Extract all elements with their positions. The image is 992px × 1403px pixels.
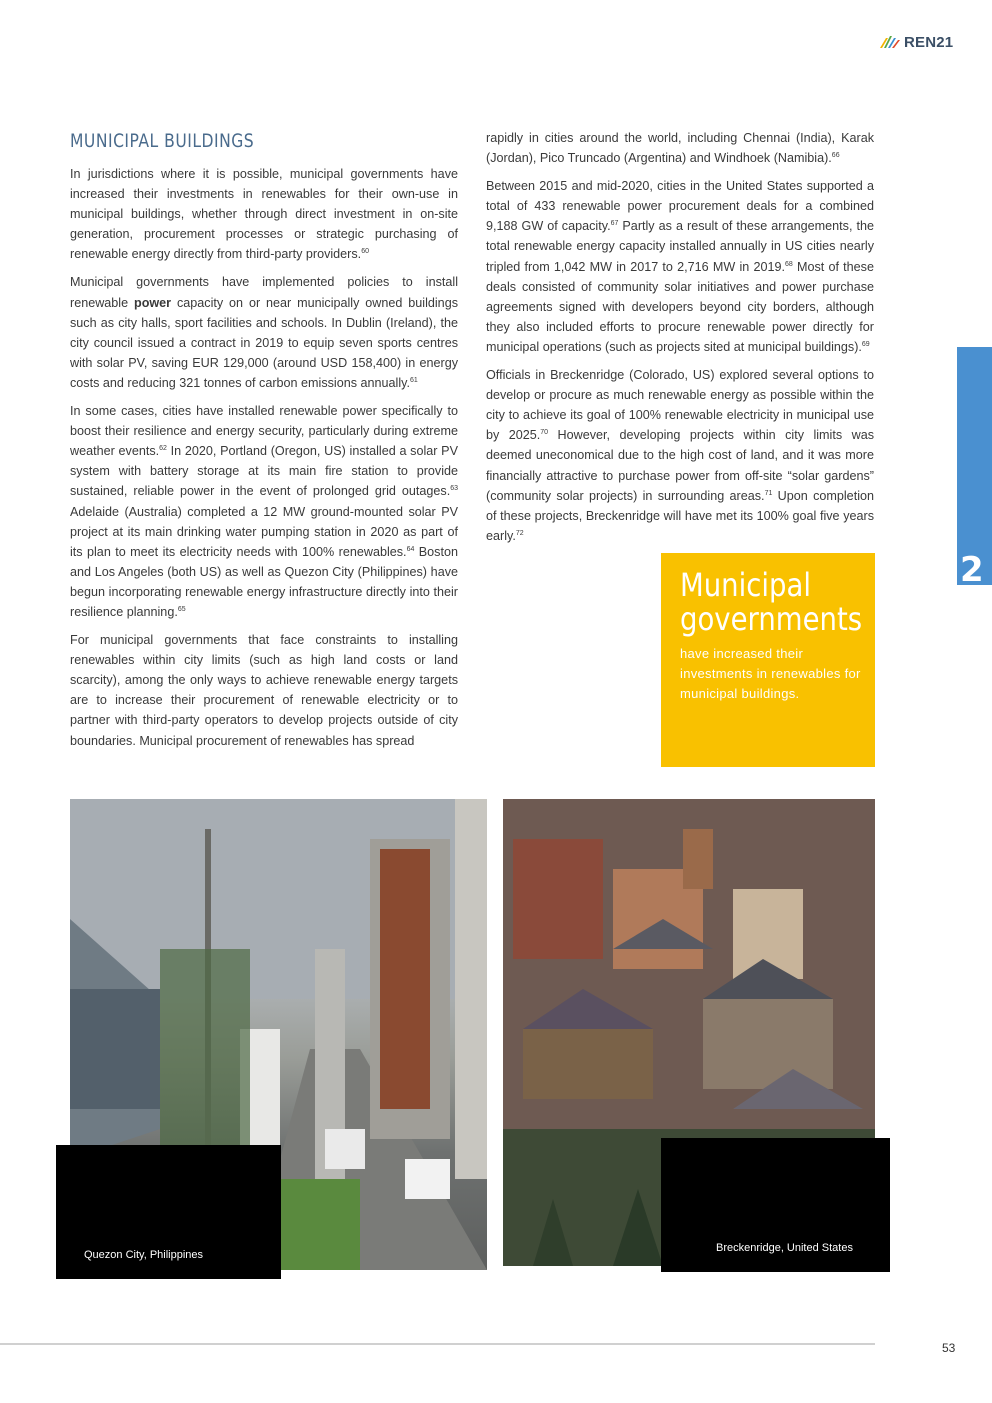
paragraph: In jurisdictions where it is possible, municipal governments have increased their investments in renewables for their own-use in municipal buildings, whether through direct investment in on-site generation, procurement processes or strategic purchasing of renewable energy directly from third-party providers.$^{60}$ <box>70 167 458 262</box>
ren21-logo-icon <box>880 34 900 50</box>
paragraph: Officials in Breckenridge (Colorado, US) explored several options to develop or procure as much renewable energy as possible within the city to achieve its goal of 100% renewable electricity in municipal use by 2025.70 However, developing projects within city limits was deemed uneconomical due to the high cost of land, and it was more financially attractive to purchase power from off-site “solar gardens” (community solar projects) in surrounding areas.$^{71}$ Upon completion of these projects, Breckenridge will have met its 100% goal five years early.$^{72}$ <box>486 368 874 543</box>
page-number: 53 <box>942 1341 956 1355</box>
ren21-logo <box>880 32 970 52</box>
callout-title: Municipal governments <box>680 566 863 638</box>
photo-caption-left <box>56 1145 281 1279</box>
paragraph: For municipal governments that face constraints to installing renewables within city limits (such as high land costs or land scarcity), among the only ways to achieve renewable energy targets are to increase their procurement of renewable electricity or to partner with third-party operators to develop projects outside of city boundaries. Municipal procurement of renewables has spread <box>70 633 458 748</box>
callout-box <box>661 553 875 767</box>
chapter-number: 2 <box>960 550 984 590</box>
paragraph: Between 2015 and mid-2020, cities in the United States supported a total of 433 renewable power procurement deals for a combined 9,188 GW of capacity.$^{67}$ Partly as a result of these arrangements, the total renewable energy capacity installed annually in US cities nearly tripled from 1,042 MW in 2017 to 2,716 MW in 2019.68 Most of these deals consisted of community solar initiatives and power purchase agreements signed with developers beyond city borders, although they also included efforts to procure renewable power directly for municipal operations (such as projects sited at municipal buildings).$^{69}$ <box>486 179 874 354</box>
paragraph: In some cases, cities have installed renewable power specifically to boost their resilience and energy security, particularly during extreme weather events.$^{62}$ In 2020, Portland (Oregon, US) installed a solar PV system with battery storage at its main fire station to provide sustained, reliable power in the event of prolonged grid outages.$^{63}$ Adelaide (Australia) completed a 12 MW ground-mounted solar PV project at its main drinking water pumping station in 2020 as part of its plan to meet its electricity needs with 100% renewables.$^{64}$ Boston and Los Angeles (both US) as well as Quezon City (Philippines) have begun incorporating renewable energy infrastructure directly into their resilience planning.$^{65}$ <box>70 404 458 619</box>
logo-text: REN21 <box>904 33 954 51</box>
photo-caption-right <box>661 1138 890 1272</box>
section-heading: MUNICIPAL BUILDINGS <box>70 130 255 152</box>
caption-text: Quezon City, Philippines <box>84 1249 204 1261</box>
right-column <box>486 128 874 554</box>
left-column <box>70 164 458 759</box>
callout-body: have increased their investments in renewables for municipal buildings. <box>680 646 861 701</box>
paragraph: rapidly in cities around the world, including Chennai (India), Karak (Jordan), Pico Truncado (Argentina) and Windhoek (Namibia).$^{66}$ <box>486 131 874 166</box>
paragraph: Municipal governments have implemented policies to install renewable power capacity on or near municipally owned buildings such as city halls, sport facilities and schools. In Dublin (Ireland), the city council issued a contract in 2019 to equip seven sports centres with solar PV, saving EUR 129,000 (around USD 158,400) in energy costs and reducing 321 tonnes of carbon emissions annually.$^{61}$ <box>70 275 458 390</box>
caption-text: Breckenridge, United States <box>716 1242 853 1254</box>
footer-divider <box>0 1343 875 1345</box>
